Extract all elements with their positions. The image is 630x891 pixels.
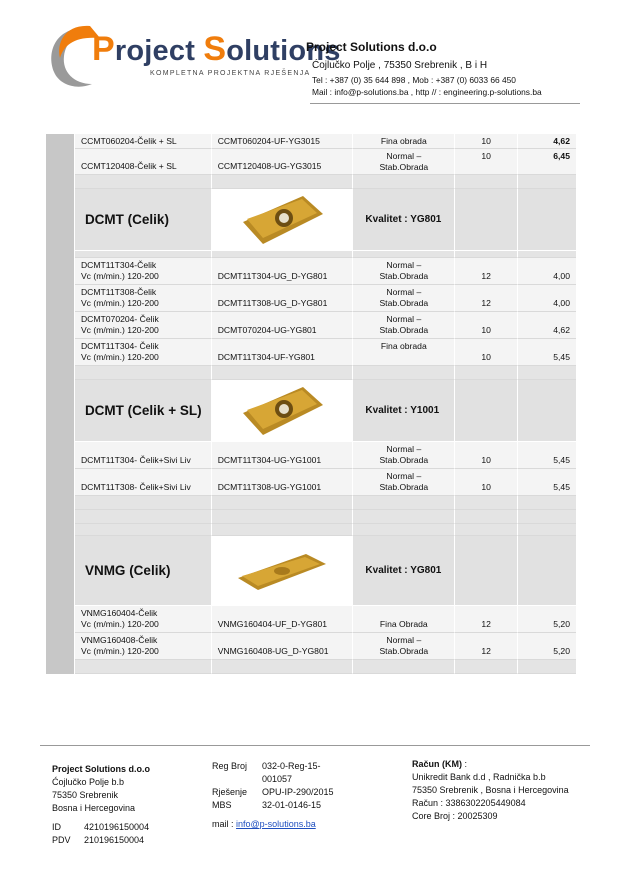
logo-word-b: olutions (226, 35, 341, 67)
table-row (46, 442, 576, 469)
table-row (46, 633, 576, 660)
footer-account: Račun : 3386302205449084 (412, 798, 526, 808)
product-table (46, 134, 576, 674)
table-spacer (46, 496, 576, 510)
table-spacer (46, 175, 576, 189)
product-price: 4,62 (518, 312, 576, 339)
footer-id-label: ID (52, 822, 61, 832)
product-name: DCMT070204- Čelik Vc (m/min.) 120-200 (75, 312, 212, 339)
product-qty: 10 (455, 339, 518, 366)
footer-mbs-label: MBS (212, 800, 232, 810)
header-address: Ćojlučko Polje , 75350 Srebrenik , B i H (312, 60, 488, 71)
product-type: Normal – Stab.Obrada (353, 633, 455, 660)
footer-mail-link[interactable]: info@p-solutions.ba (236, 819, 316, 829)
product-name: DCMT11T308-Čelik Vc (m/min.) 120-200 (75, 285, 212, 312)
footer-ids (52, 821, 149, 847)
product-type: Normal – Stab.Obrada (353, 442, 455, 469)
product-code: DCMT11T304-UF-YG801 (212, 339, 354, 366)
dcmt-insert-icon (239, 383, 325, 439)
table-row (46, 339, 576, 366)
product-name: CCMT120408-Čelik + SL (75, 149, 212, 175)
product-type: Fina obrada (353, 339, 455, 366)
table-spacer (46, 251, 576, 258)
footer-bank-block: Račun (KM) : Unikredit Bank d.d , Radnička b.b 75350 Srebrenik , Bosna i Hercegovina Račun : 3386302205449084 Core Broj : 20025309 (412, 759, 569, 821)
footer-company-block (52, 763, 150, 815)
product-qty: 10 (455, 134, 518, 149)
product-price: 6,45 (518, 149, 576, 175)
product-qty: 10 (455, 469, 518, 496)
dcmt-insert-icon (239, 192, 325, 248)
product-name: DCMT11T304- Čelik+Sivi Liv (75, 442, 212, 469)
section-quality: Kvalitet : YG801 (353, 189, 455, 251)
product-type: Fina obrada (353, 134, 455, 149)
section-quality: Kvalitet : Y1001 (353, 380, 455, 442)
header-mail: Mail : info@p-solutions.ba , http // : engineering.p-solutions.ba (312, 87, 542, 97)
footer-bank-title: Račun (KM) (412, 759, 462, 769)
vnmg-insert-icon (236, 546, 328, 596)
section-header-dcmt-celik (46, 189, 576, 251)
table-row (46, 134, 576, 149)
logo-tagline: KOMPLETNA PROJEKTNA RJEŠENJA (150, 70, 311, 77)
logo-s: S (203, 30, 227, 68)
product-price: 5,45 (518, 442, 576, 469)
footer-reg-label: Reg Broj (212, 761, 248, 771)
footer-id-value: 4210196150004 (84, 822, 150, 832)
header-company-name: Project Solutions d.o.o (306, 40, 437, 54)
product-qty: 12 (455, 606, 518, 633)
footer-core: Core Broj : 20025309 (412, 811, 498, 821)
product-type: Normal – Stab.Obrada (353, 469, 455, 496)
product-price: 5,20 (518, 606, 576, 633)
table-row (46, 149, 576, 175)
product-code: CCMT120408-UG-YG3015 (212, 149, 354, 175)
footer-mail: mail : info@p-solutions.ba (212, 819, 316, 829)
table-row (46, 469, 576, 496)
product-code: VNMG160404-UF_D-YG801 (212, 606, 354, 633)
section-title: DCMT (Celik + SL) (75, 380, 212, 442)
product-price: 5,20 (518, 633, 576, 660)
logo-word-a: roject (114, 35, 196, 67)
product-code: CCMT060204-UF-YG3015 (212, 134, 354, 149)
product-price: 5,45 (518, 469, 576, 496)
insert-image (212, 380, 354, 442)
product-code: DCMT070204-UG-YG801 (212, 312, 354, 339)
footer-company-name: Project Solutions d.o.o (52, 764, 151, 774)
product-price: 5,45 (518, 339, 576, 366)
section-title: DCMT (Celik) (75, 189, 212, 251)
footer-mbs-value: 32-01-0146-15 (262, 800, 322, 810)
footer-country: Bosna i Hercegovina (52, 803, 136, 813)
footer-divider (40, 745, 590, 746)
footer-mail-label: mail (212, 819, 229, 829)
table-row (46, 606, 576, 633)
product-code: DCMT11T304-UG_D-YG801 (212, 258, 354, 285)
product-name: DCMT11T308- Čelik+Sivi Liv (75, 469, 212, 496)
footer-pdv-label: PDV (52, 835, 71, 845)
product-name: DCMT11T304- Čelik Vc (m/min.) 120-200 (75, 339, 212, 366)
insert-image (212, 189, 354, 251)
footer-street: Ćojlučko Polje b.b (52, 777, 125, 787)
header-phone: Tel : +387 (0) 35 644 898 , Mob : +387 (0) 6033 66 450 (312, 75, 516, 85)
section-quality: Kvalitet : YG801 (353, 536, 455, 606)
product-type: Normal – Stab.Obrada (353, 258, 455, 285)
product-type: Normal – Stab.Obrada (353, 285, 455, 312)
product-type: Normal – Stab.Obrada (353, 312, 455, 339)
product-qty: 10 (455, 312, 518, 339)
product-name: DCMT11T304-Čelik Vc (m/min.) 120-200 (75, 258, 212, 285)
logo-p: P (92, 30, 115, 68)
table-spacer (46, 510, 576, 524)
section-header-vnmg-celik (46, 536, 576, 606)
product-name: VNMG160408-Čelik Vc (m/min.) 120-200 (75, 633, 212, 660)
product-qty: 12 (455, 285, 518, 312)
product-price: 4,00 (518, 285, 576, 312)
product-type: Fina Obrada (353, 606, 455, 633)
product-code: VNMG160408-UG_D-YG801 (212, 633, 354, 660)
product-code: DCMT11T304-UG-YG1001 (212, 442, 354, 469)
footer-reg-value-cont: 001057 (262, 774, 293, 784)
footer-reg-value: 032-0-Reg-15- (262, 761, 321, 771)
table-spacer (46, 366, 576, 380)
product-price: 4,00 (518, 258, 576, 285)
table-spacer (46, 660, 576, 674)
insert-image (212, 536, 354, 606)
product-code: DCMT11T308-UG-YG1001 (212, 469, 354, 496)
product-name: VNMG160404-Čelik Vc (m/min.) 120-200 (75, 606, 212, 633)
section-title: VNMG (Celik) (75, 536, 212, 606)
product-type: Normal – Stab.Obrada (353, 149, 455, 175)
footer-rjesenje-value: OPU-IP-290/2015 (262, 787, 334, 797)
footer-bank-city: 75350 Srebrenik , Bosna i Hercegovina (412, 785, 569, 795)
table-row (46, 312, 576, 339)
table-spacer (46, 524, 576, 536)
table-row (46, 258, 576, 285)
section-header-dcmt-celik-sl (46, 380, 576, 442)
footer-bank-name: Unikredit Bank d.d , Radnička b.b (412, 772, 546, 782)
footer-pdv-value: 210196150004 (84, 835, 145, 845)
product-code: DCMT11T308-UG_D-YG801 (212, 285, 354, 312)
footer-city: 75350 Srebrenik (52, 790, 119, 800)
product-qty: 12 (455, 258, 518, 285)
product-qty: 12 (455, 633, 518, 660)
footer-rjesenje-label: Rješenje (212, 787, 248, 797)
product-qty: 10 (455, 149, 518, 175)
header-divider (310, 103, 580, 104)
product-price: 4,62 (518, 134, 576, 149)
company-logo (44, 22, 341, 102)
product-qty: 10 (455, 442, 518, 469)
logo-wordmark (92, 30, 341, 69)
footer-registry (212, 760, 334, 812)
table-row (46, 285, 576, 312)
product-name: CCMT060204-Čelik + SL (75, 134, 212, 149)
